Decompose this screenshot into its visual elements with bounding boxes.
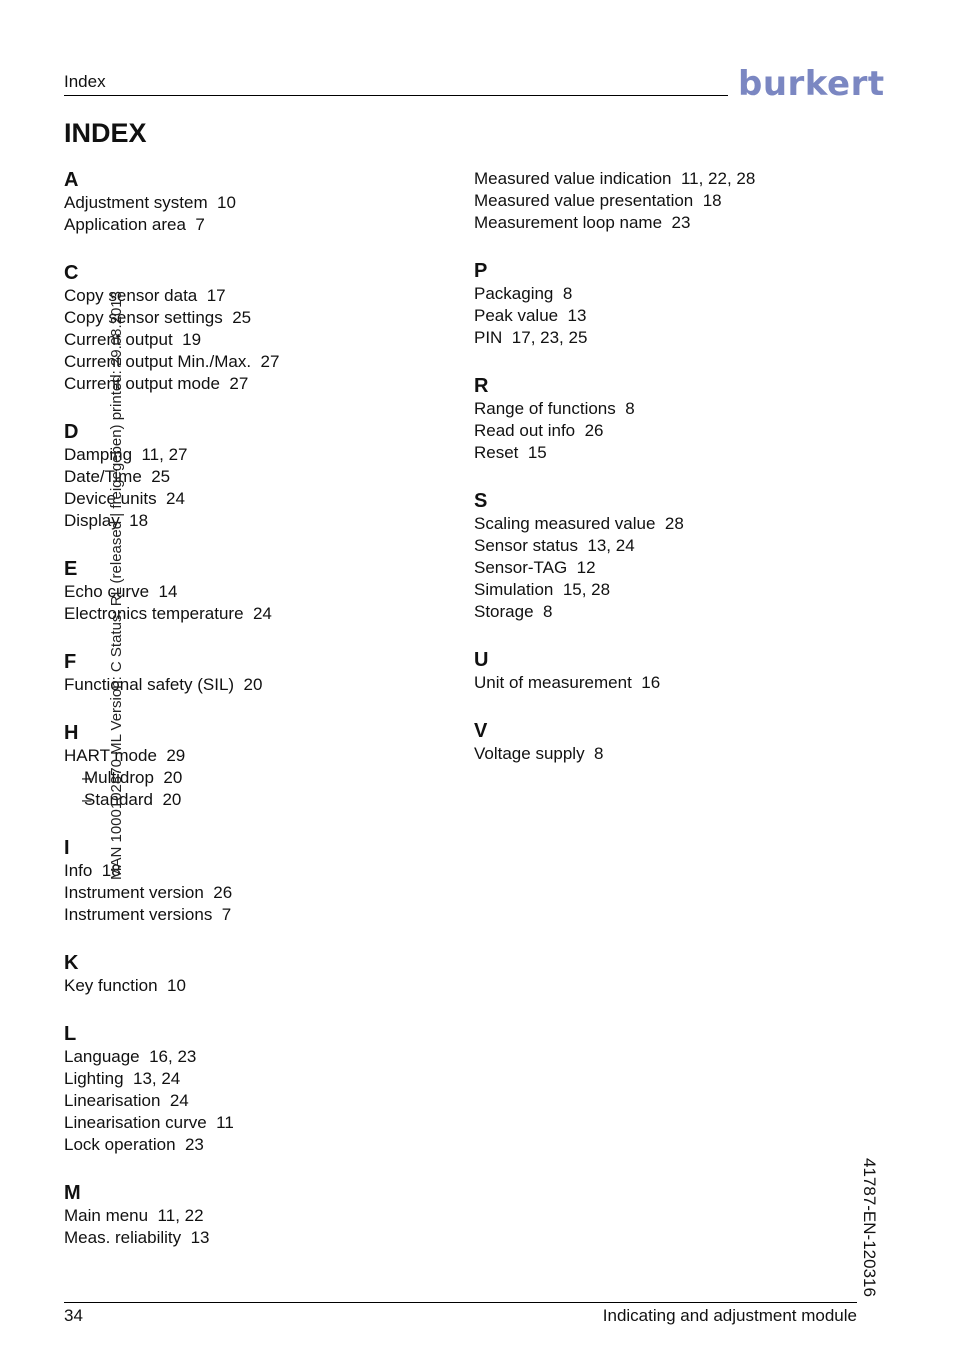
document-number: 41787-EN-120316 (860, 1158, 879, 1297)
logo-wordmark: burkert (738, 64, 885, 104)
index-section (474, 489, 854, 623)
index-letter: F (64, 651, 77, 673)
footer-rule (64, 1302, 857, 1303)
index-entry: Application area 7 (64, 215, 205, 234)
index-letter: L (64, 1023, 77, 1045)
page-title: INDEX (64, 118, 147, 148)
index-entry: Instrument version 26 (64, 883, 233, 902)
index-section (64, 1022, 444, 1156)
index-letter: K (64, 952, 79, 974)
index-entry: Read out info 26 (474, 421, 604, 440)
index-subentry: – Multidrop 20 (64, 767, 444, 789)
index-letter: S (474, 490, 488, 512)
index-entry: Electronics temperature 24 (64, 604, 272, 623)
index-entry: Copy sensor settings 25 (64, 308, 252, 327)
index-entry: Simulation 15, 28 (474, 580, 611, 599)
index-entry: Linearisation curve 11 (64, 1113, 234, 1132)
footer-title: Indicating and adjustment module (602, 1306, 857, 1325)
index-entry: Language 16, 23 (64, 1047, 197, 1066)
index-entry: Voltage supply 8 (474, 744, 604, 763)
index-entry: Unit of measurement 16 (474, 673, 661, 692)
index-section (64, 168, 444, 236)
index-entry: Storage 8 (474, 602, 553, 621)
index-letter: D (64, 421, 79, 443)
index-entry: Measured value indication 11, 22, 28 (474, 169, 756, 188)
index-section (474, 168, 854, 234)
index-entry: Main menu 11, 22 (64, 1206, 204, 1225)
running-header: Index (64, 72, 106, 91)
index-letter: U (474, 649, 489, 671)
index-entry: Device units 24 (64, 489, 185, 508)
index-entry: Current output Min./Max. 27 (64, 352, 280, 371)
index-entry: Info 18 (64, 861, 121, 880)
index-section (474, 648, 854, 694)
index-entry: Meas. reliability 13 (64, 1228, 210, 1247)
index-section (474, 374, 854, 464)
index-section (64, 1181, 444, 1249)
index-entry: PIN 17, 23, 25 (474, 328, 588, 347)
index-entry: Instrument versions 7 (64, 905, 232, 924)
index-letter: C (64, 262, 79, 284)
index-entry: Display 18 (64, 511, 149, 530)
index-entry: Copy sensor data 17 (64, 286, 226, 305)
index-letter: M (64, 1182, 81, 1204)
index-letter: P (474, 260, 488, 282)
index-entry: Reset 15 (474, 443, 547, 462)
release-watermark: MAN 1000102870 ML Version: C Status: RL (released | freigegeben) printed: 29.08.2013 (108, 291, 125, 880)
index-letter: A (64, 169, 79, 191)
index-letter: R (474, 375, 489, 397)
index-entry: Range of functions 8 (474, 399, 635, 418)
index-letter: V (474, 720, 488, 742)
index-entry: Measured value presentation 18 (474, 191, 722, 210)
index-entry: Sensor status 13, 24 (474, 536, 635, 555)
index-entry: Current output mode 27 (64, 374, 249, 393)
index-entry: Echo curve 14 (64, 582, 178, 601)
index-letter: I (64, 837, 70, 859)
burkert-logo (738, 62, 885, 104)
index-entry: Lock operation 23 (64, 1135, 204, 1154)
index-entry: Date/Time 25 (64, 467, 171, 486)
index-entry: Scaling measured value 28 (474, 514, 684, 533)
index-entry: Measurement loop name 23 (474, 213, 691, 232)
header-rule (64, 95, 728, 96)
page-number: 34 (64, 1306, 83, 1325)
index-entry: HART mode 29 (64, 746, 186, 765)
index-entry: Lighting 13, 24 (64, 1069, 181, 1088)
index-section (474, 259, 854, 349)
index-entry: Damping 11, 27 (64, 445, 188, 464)
index-entry: Functional safety (SIL) 20 (64, 675, 263, 694)
index-letter: E (64, 558, 78, 580)
index-entry: Current output 19 (64, 330, 202, 349)
index-section (474, 719, 854, 765)
index-entry: Peak value 13 (474, 306, 587, 325)
index-entry: Adjustment system 10 (64, 193, 236, 212)
index-entry: Linearisation 24 (64, 1091, 189, 1110)
index-section (64, 951, 444, 997)
index-entry: Key function 10 (64, 976, 186, 995)
index-entry: Packaging 8 (474, 284, 573, 303)
index-letter: H (64, 722, 79, 744)
index-subentry: – Standard 20 (64, 789, 444, 811)
index-column-right (474, 168, 854, 790)
index-entry: Sensor-TAG 12 (474, 558, 596, 577)
